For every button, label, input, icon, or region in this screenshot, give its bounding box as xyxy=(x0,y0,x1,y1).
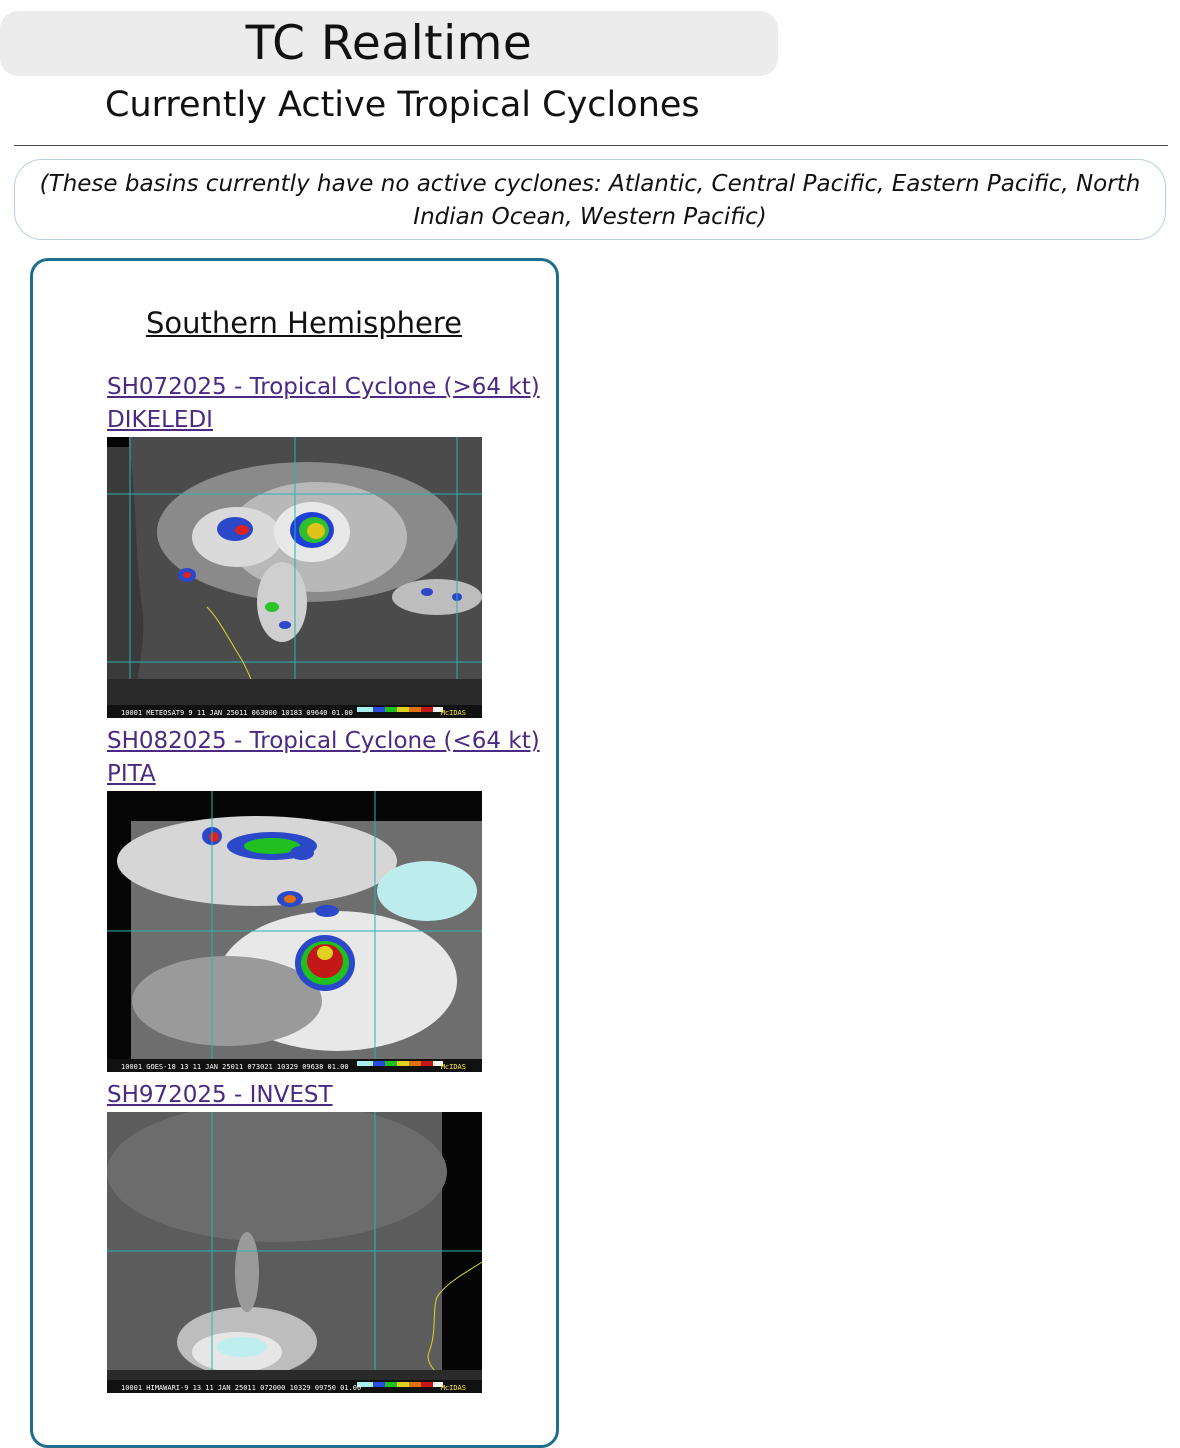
storm-link-pita[interactable] xyxy=(107,725,540,791)
inactive-basins-notice: (These basins currently have no active cyclones: Atlantic, Central Pacific, Eastern Pacific, North Indian Ocean, Western Pacific) xyxy=(14,159,1166,240)
storm-image-pita[interactable] xyxy=(107,791,482,1072)
storm-image-dikeledi[interactable] xyxy=(107,437,482,718)
storm-link-invest[interactable] xyxy=(107,1079,333,1112)
region-title: Southern Hemisphere xyxy=(146,306,462,340)
storm-link-line1: SH082025 - Tropical Cyclone (<64 kt) xyxy=(107,728,540,754)
page-title: TC Realtime xyxy=(245,16,533,71)
page-subtitle: Currently Active Tropical Cyclones xyxy=(105,85,700,125)
storm-link-line2: DIKELEDI xyxy=(107,407,213,433)
storm-link-line2: PITA xyxy=(107,761,156,787)
image-caption: 10001 HIMAWARI-9 13 11 JAN 25011 072000 10329 09750 01.00 xyxy=(121,1384,362,1392)
divider xyxy=(14,145,1168,146)
image-brand: McIDAS xyxy=(440,1384,466,1392)
image-caption: 10001 METEOSAT9 9 11 JAN 25011 063000 10183 09640 01.00 xyxy=(121,709,353,717)
image-brand: McIDAS xyxy=(440,709,466,717)
storm-link-dikeledi[interactable] xyxy=(107,371,540,437)
image-brand: McIDAS xyxy=(440,1063,466,1071)
title-bar xyxy=(0,11,778,76)
storm-link-line1: SH072025 - Tropical Cyclone (>64 kt) xyxy=(107,374,540,400)
image-caption: 10001 GOES-18 13 11 JAN 25011 073021 10329 09638 01.00 xyxy=(121,1063,349,1071)
storm-link-line1: SH972025 - INVEST xyxy=(107,1082,333,1108)
storm-image-invest[interactable] xyxy=(107,1112,482,1393)
